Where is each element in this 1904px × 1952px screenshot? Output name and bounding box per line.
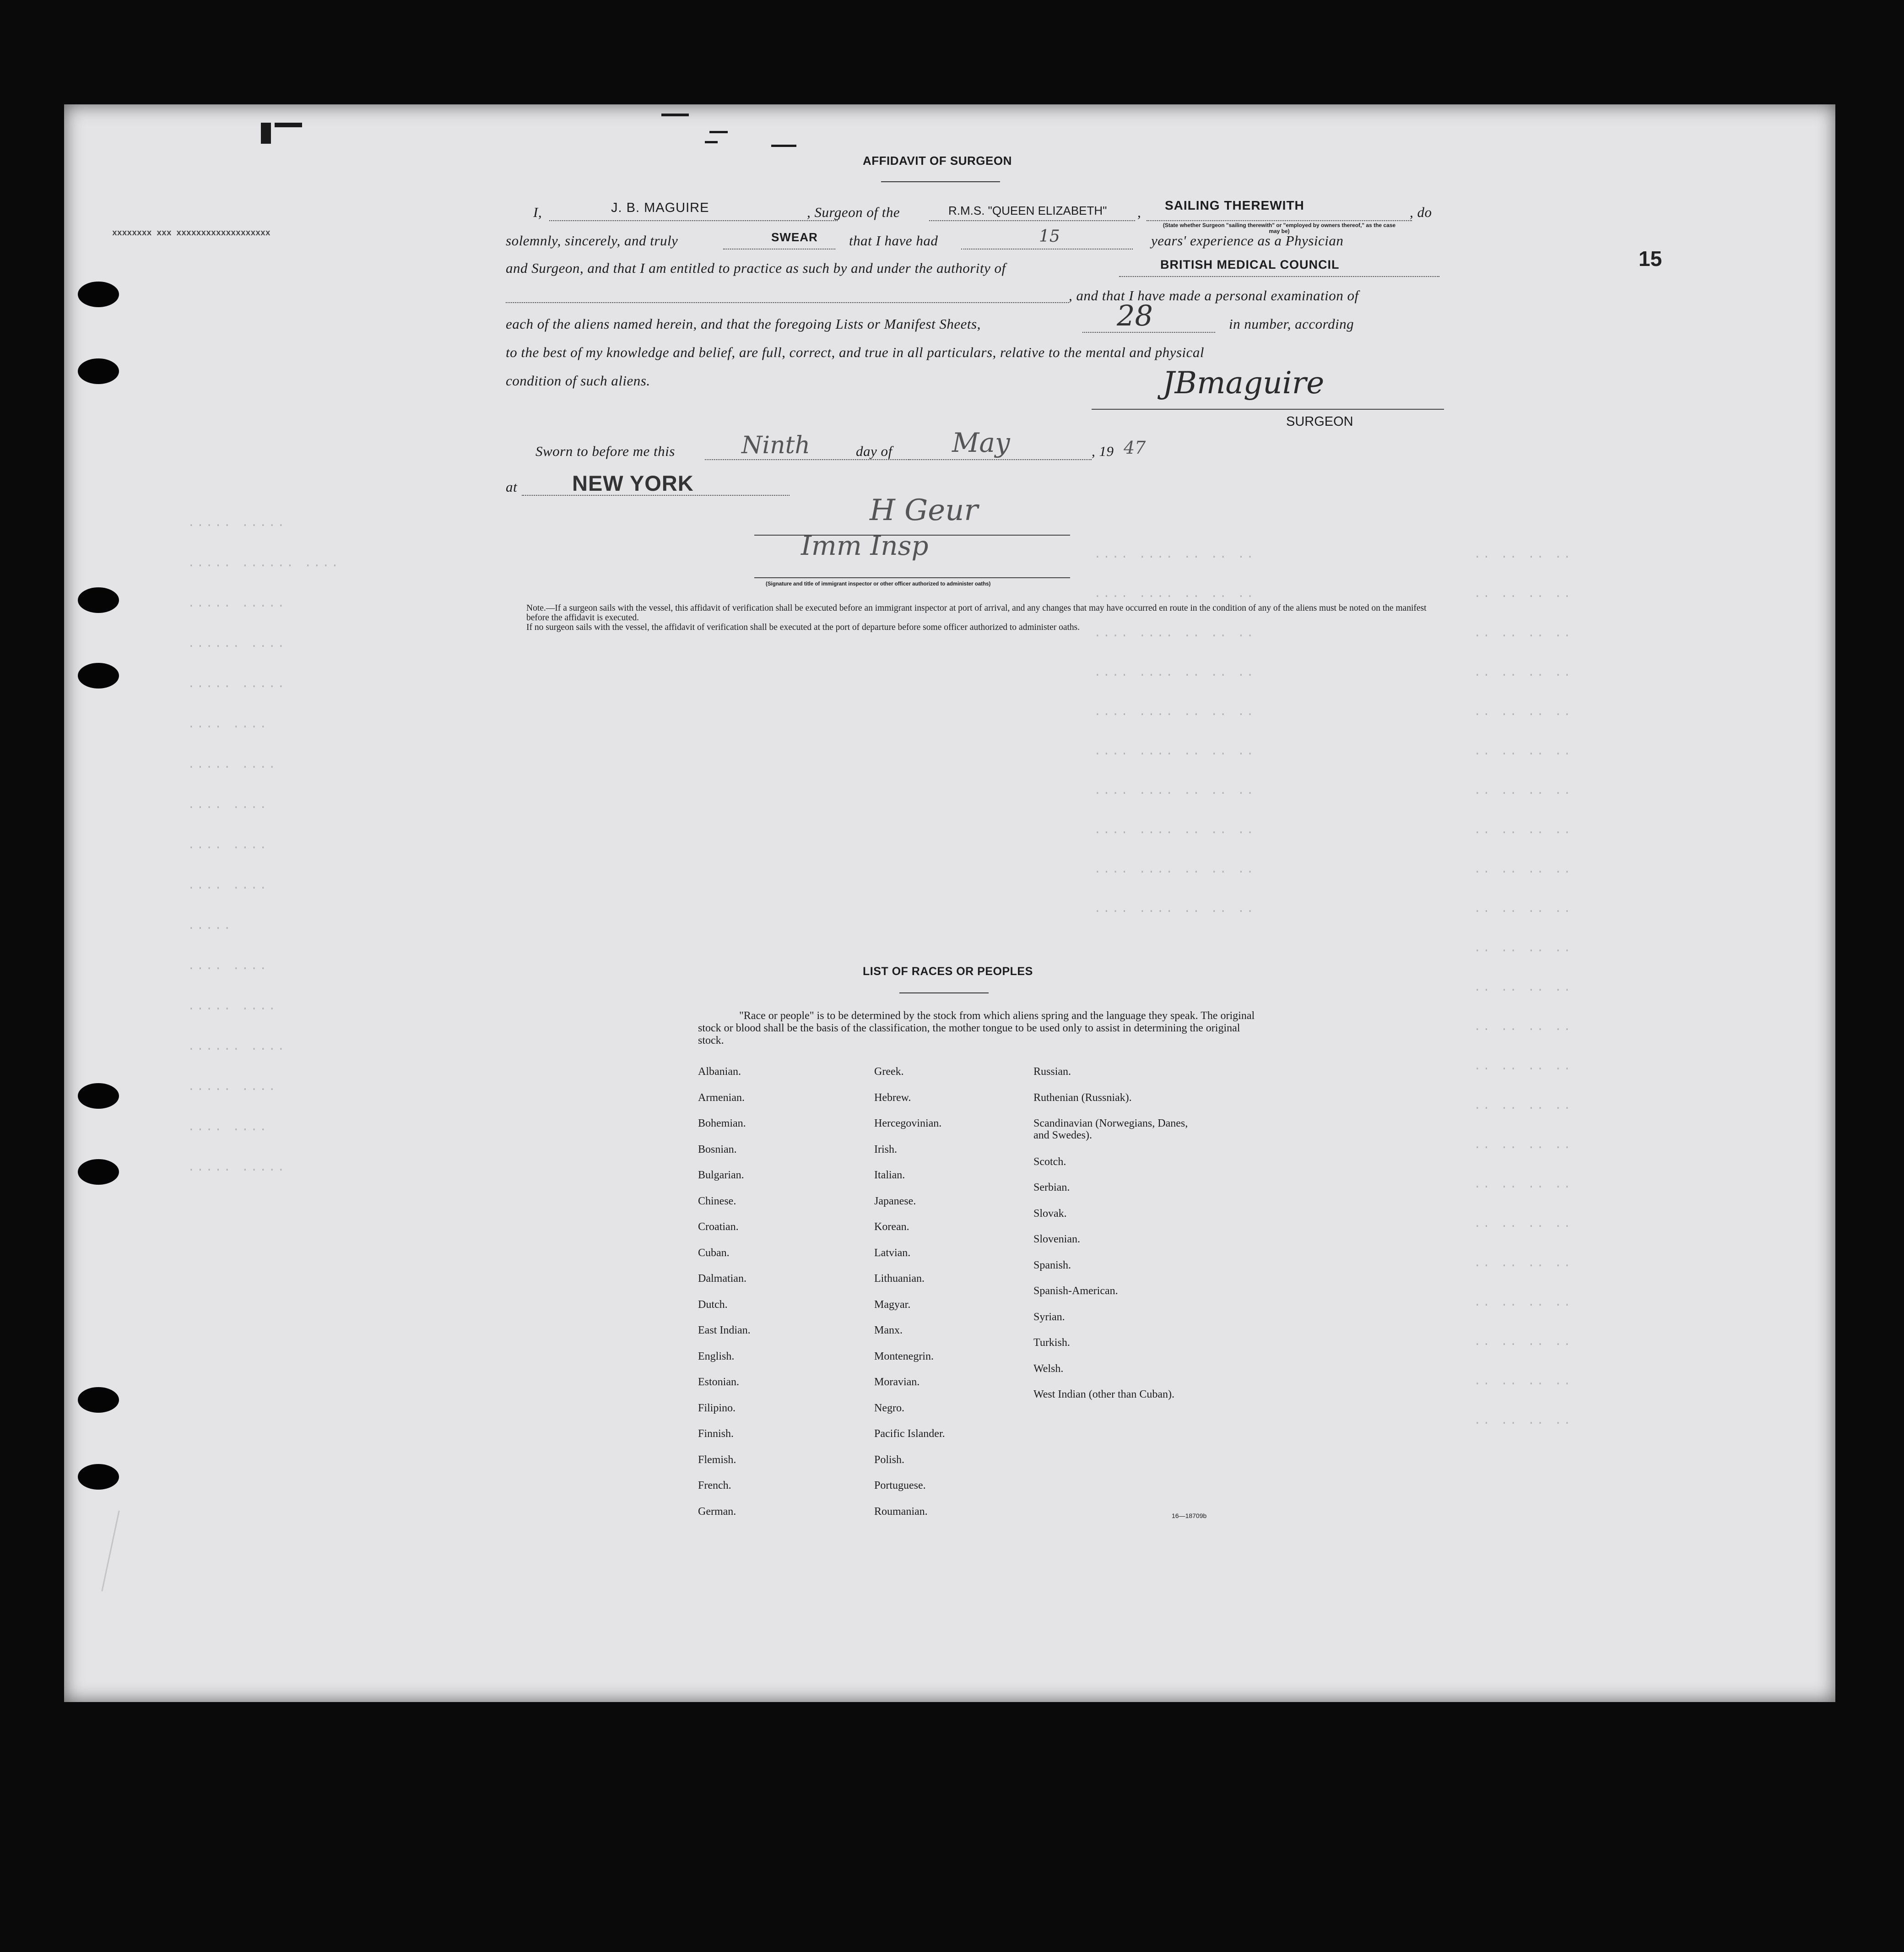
race-entry: West Indian (other than Cuban). bbox=[1033, 1388, 1174, 1400]
sworn-text: Sworn to before me this bbox=[536, 443, 675, 459]
comma: , bbox=[1137, 204, 1141, 220]
race-entry: Croatian. bbox=[698, 1221, 739, 1233]
text-do: , do bbox=[1410, 204, 1432, 220]
race-entry: Latvian. bbox=[874, 1247, 911, 1259]
inspector-signature: H Geur bbox=[870, 493, 978, 527]
race-entry: Japanese. bbox=[874, 1195, 916, 1207]
race-entry: Negro. bbox=[874, 1402, 904, 1414]
at-text: at bbox=[506, 479, 518, 495]
capacity-note: (State whether Surgeon "sailing therewith" or "employed by owners thereof," as the case may be) bbox=[1163, 222, 1396, 234]
sworn-day: Ninth bbox=[741, 432, 811, 459]
punch-hole bbox=[78, 358, 119, 384]
ink-mark bbox=[661, 114, 689, 116]
race-entry: English. bbox=[698, 1350, 735, 1362]
race-entry: Dutch. bbox=[698, 1298, 728, 1311]
race-entry: Bosnian. bbox=[698, 1143, 737, 1155]
inspector-title: Imm Insp bbox=[801, 530, 929, 561]
race-entry: Manx. bbox=[874, 1324, 903, 1336]
surgeon-signature: JBmaguire bbox=[1163, 365, 1325, 401]
ink-mark bbox=[705, 141, 718, 143]
text-best-knowledge: to the best of my knowledge and belief, are full, correct, and true in all particulars, relative to the mental and physical bbox=[506, 344, 1204, 360]
race-entry: Serbian. bbox=[1033, 1182, 1070, 1193]
race-entry: Roumanian. bbox=[874, 1505, 928, 1518]
race-entry: Bohemian. bbox=[698, 1117, 746, 1129]
punch-hole bbox=[78, 1159, 119, 1185]
authority-line bbox=[1119, 276, 1439, 277]
bleed-through-ghost-left: ..... ..... ..... ...... .... ..... ..... ...... .... ..... ..... .... .... ..... .... .... .... .... .... .... .... ..... .... .... ..... .... ...... .... ..... .... .... .... ..... ..... bbox=[188, 516, 341, 1174]
year-prefix: , 19 bbox=[1092, 443, 1114, 459]
race-entry: Moravian. bbox=[874, 1376, 920, 1388]
race-entry: Ruthenian (Russniak). bbox=[1033, 1091, 1132, 1104]
inspector-caption: (Signature and title of immigrant inspector or other officer authorized to administer oaths) bbox=[766, 581, 991, 587]
text-years-experience: years' experience as a Physician bbox=[1151, 233, 1344, 249]
sheets-count: 28 bbox=[1117, 299, 1153, 332]
note-paragraph-1: Note.—If a surgeon sails with the vessel, this affidavit of verification shall be executed before an immigrant inspector at port of arrival, and any changes that may have occurred en route in the condition of any of the aliens must be noted on the manifest before the affidavit is executed. bbox=[526, 603, 1427, 623]
race-entry: Montenegrin. bbox=[874, 1350, 934, 1362]
race-entry: Spanish. bbox=[1033, 1259, 1071, 1271]
day-of-text: day of bbox=[856, 443, 892, 459]
race-entry: Slovak. bbox=[1033, 1207, 1067, 1220]
bleed-through-ghost-right: .. .. .. .. .. .. .. .. .. .. .. .. .. .. .. .. .. .. .. .. .. .. .. .. .. .. .. .. .. .. .. .. .. .. .. .. .. .. .. .. .. .. .. .. .. .. .. .. .. .. .. .. .. .. .. .. .. .. .. .. .. .. .. .. .. .. .. .. .. .. .. .. .. .. .. .. .. .. .. .. .. .. .. .. .. .. .. .. .. .. .. .. bbox=[1474, 548, 1573, 1427]
race-entry: Estonian. bbox=[698, 1376, 739, 1388]
header-dashes: xxxxxxxx xxx xxxxxxxxxxxxxxxxxxx bbox=[112, 229, 270, 238]
race-entry: Filipino. bbox=[698, 1402, 736, 1414]
punch-hole bbox=[78, 663, 119, 689]
text-and-surgeon: and Surgeon, and that I am entitled to practice as such by and under the authority of bbox=[506, 260, 1006, 276]
signature-line bbox=[1092, 409, 1444, 410]
race-entry: Dalmatian. bbox=[698, 1273, 746, 1285]
race-entry: Polish. bbox=[874, 1453, 905, 1466]
race-entry: Albanian. bbox=[698, 1066, 741, 1078]
race-entry: French. bbox=[698, 1480, 731, 1491]
race-entry: Chinese. bbox=[698, 1195, 736, 1207]
inspector-line-2 bbox=[754, 577, 1070, 578]
note-paragraph-2: If no surgeon sails with the vessel, the affidavit of verification shall be executed at the port of departure before some officer authorized to administer oaths. bbox=[526, 623, 1080, 632]
year-suffix: 47 bbox=[1124, 438, 1146, 458]
punch-hole bbox=[78, 1083, 119, 1109]
years: 15 bbox=[1039, 227, 1060, 246]
race-entry: Hebrew. bbox=[874, 1091, 911, 1104]
text-each-alien: each of the aliens named herein, and that the foregoing Lists or Manifest Sheets, bbox=[506, 316, 981, 332]
race-entry: Irish. bbox=[874, 1143, 897, 1155]
document-sheet bbox=[64, 104, 1835, 1702]
race-entry: Hercegovinian. bbox=[874, 1117, 942, 1129]
ink-mark bbox=[261, 123, 271, 144]
capacity: SAILING THEREWITH bbox=[1165, 198, 1304, 212]
punch-hole bbox=[78, 587, 119, 613]
race-entry: Portuguese. bbox=[874, 1480, 926, 1491]
text-in-number: in number, according bbox=[1229, 316, 1354, 332]
race-entry: Korean. bbox=[874, 1221, 909, 1233]
race-entry: Italian. bbox=[874, 1169, 905, 1181]
form-code: 16—18709b bbox=[1172, 1512, 1207, 1519]
ink-mark bbox=[709, 131, 728, 133]
race-entry: East Indian. bbox=[698, 1324, 751, 1336]
race-entry: Spanish-American. bbox=[1033, 1285, 1118, 1297]
punch-hole bbox=[78, 282, 119, 307]
race-entry: German. bbox=[698, 1505, 736, 1518]
race-entry: Flemish. bbox=[698, 1453, 736, 1466]
race-entry: Greek. bbox=[874, 1066, 904, 1078]
race-entry: Bulgarian. bbox=[698, 1169, 744, 1181]
capacity-line bbox=[1147, 220, 1412, 221]
race-entry: Scotch. bbox=[1033, 1155, 1066, 1168]
races-intro: "Race or people" is to be determined by the stock from which aliens spring and the language they speak. The original stock or blood shall be the basis of the classification, the mother tongue to be used only to assist in determining the original stock. bbox=[698, 1010, 1255, 1046]
race-entry: Turkish. bbox=[1033, 1337, 1070, 1349]
surgeon-name: J. B. MAGUIRE bbox=[611, 201, 709, 215]
races-title-underline bbox=[899, 992, 989, 993]
race-entry: Magyar. bbox=[874, 1298, 911, 1311]
text-that-i-have-had: that I have had bbox=[849, 233, 938, 249]
race-entry: Finnish. bbox=[698, 1428, 734, 1440]
text-i: I, bbox=[533, 204, 542, 220]
sworn-month: May bbox=[952, 427, 1010, 458]
ink-mark bbox=[275, 123, 302, 127]
race-entry: Slovenian. bbox=[1033, 1233, 1080, 1245]
race-entry: Welsh. bbox=[1033, 1362, 1064, 1375]
race-entry: Lithuanian. bbox=[874, 1273, 925, 1285]
signature-label: SURGEON bbox=[1286, 414, 1353, 429]
punch-hole bbox=[78, 1464, 119, 1490]
race-entry: Cuban. bbox=[698, 1247, 730, 1259]
page-number: 15 bbox=[1639, 247, 1662, 271]
punch-hole bbox=[78, 1387, 119, 1413]
races-title: LIST OF RACES OR PEOPLES bbox=[863, 965, 1033, 978]
authority: BRITISH MEDICAL COUNCIL bbox=[1160, 258, 1340, 271]
title-underline bbox=[881, 181, 1000, 182]
race-entry: Armenian. bbox=[698, 1091, 745, 1104]
oath: SWEAR bbox=[771, 230, 818, 244]
ship-name: R.M.S. "QUEEN ELIZABETH" bbox=[948, 204, 1107, 217]
text-solemnly: solemnly, sincerely, and truly bbox=[506, 233, 678, 249]
affidavit-title: AFFIDAVIT OF SURGEON bbox=[863, 154, 1012, 168]
text-condition: condition of such aliens. bbox=[506, 373, 650, 389]
race-entry: Syrian. bbox=[1033, 1311, 1065, 1323]
text-personal-exam: , and that I have made a personal examination of bbox=[1069, 287, 1359, 304]
bleed-through-ghost-middle: .... .... .. .. .. .... .... .. .. .. .... .... .. .. .. .... .... .. .. .. .... .... .. .. .. .... .... .. .. .. .... .... .. .. .. .... .... .. .. .. .... .... .. .. .. .... .... .. .. .. bbox=[1094, 548, 1255, 916]
race-entry: Scandinavian (Norwegians, Danes, and Swedes). bbox=[1033, 1117, 1188, 1141]
text-surgeon-of: , Surgeon of the bbox=[807, 204, 900, 220]
place: NEW YORK bbox=[572, 471, 694, 495]
surgeon-name-line bbox=[549, 220, 838, 221]
authority-continued-line bbox=[506, 302, 1069, 303]
pencil-mark bbox=[101, 1511, 119, 1592]
ink-mark bbox=[771, 145, 796, 147]
ship-line bbox=[929, 220, 1135, 221]
sworn-month-line bbox=[909, 459, 1092, 460]
race-entry: Russian. bbox=[1033, 1066, 1071, 1078]
race-entry: Pacific Islander. bbox=[874, 1428, 945, 1440]
